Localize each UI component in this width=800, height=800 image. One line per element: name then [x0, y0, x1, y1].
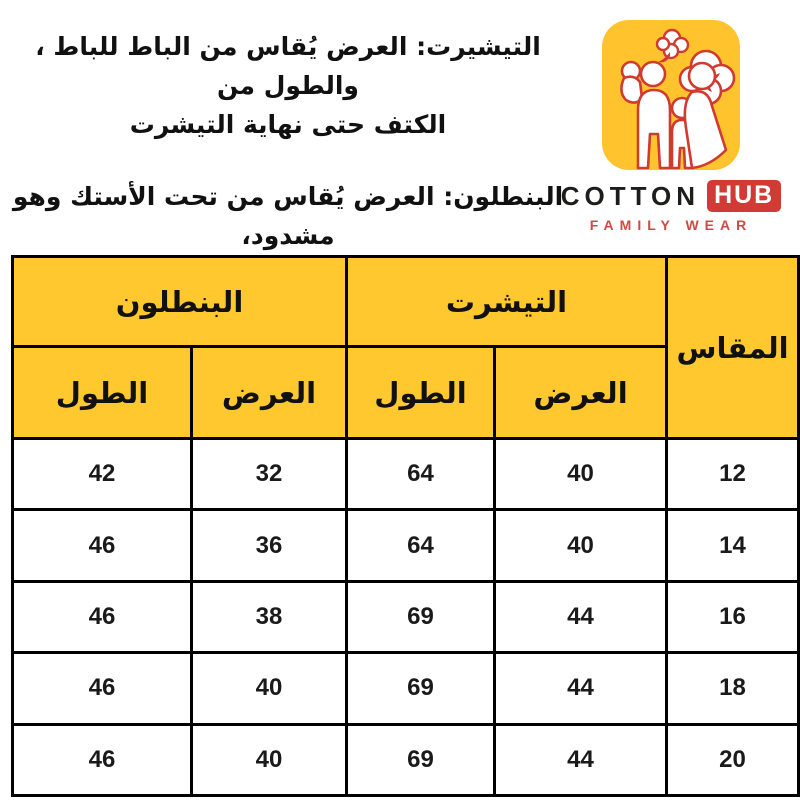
header-size: المقاس — [667, 257, 799, 439]
header-tshirt-width: العرض — [495, 347, 667, 439]
size-cell: 16 — [667, 581, 799, 652]
tshirt-width-cell: 40 — [495, 439, 667, 510]
brand-name-text: COTTON — [560, 180, 701, 211]
header-tshirt-group: التيشرت — [347, 257, 667, 347]
pants-length-cell: 42 — [13, 439, 192, 510]
tshirt-length-cell: 69 — [347, 724, 495, 795]
cotton-family-icon — [600, 18, 742, 172]
pants-width-cell: 36 — [192, 510, 347, 581]
tshirt-width-cell: 40 — [495, 510, 667, 581]
size-cell: 12 — [667, 439, 799, 510]
header-pants-length: الطول — [13, 347, 192, 439]
table-row — [13, 724, 799, 795]
tshirt-length-cell: 64 — [347, 510, 495, 581]
tshirt-length-cell: 69 — [347, 581, 495, 652]
header-tshirt-length: الطول — [347, 347, 495, 439]
pants-length-cell: 46 — [13, 724, 192, 795]
tshirt-measurement-note — [8, 28, 568, 144]
table-row — [13, 581, 799, 652]
pants-width-cell: 40 — [192, 724, 347, 795]
tshirt-length-cell: 69 — [347, 653, 495, 724]
cotton-hub-logo — [560, 18, 775, 233]
brand-tagline: FAMILY WEAR — [589, 217, 753, 233]
table-row — [13, 439, 799, 510]
tshirt-note-line1: التيشيرت: العرض يُقاس من الباط للباط ، والطول من — [35, 32, 541, 100]
pants-length-cell: 46 — [13, 510, 192, 581]
pants-length-cell: 46 — [13, 581, 192, 652]
tshirt-length-cell: 64 — [347, 439, 495, 510]
size-cell: 20 — [667, 724, 799, 795]
tshirt-note-line2: الكتف حتى نهاية التيشرت — [129, 109, 447, 139]
brand-wordmark — [560, 180, 775, 212]
size-cell: 18 — [667, 653, 799, 724]
tshirt-width-cell: 44 — [495, 581, 667, 652]
pants-width-cell: 40 — [192, 653, 347, 724]
brand-badge: HUB — [707, 180, 781, 212]
tshirt-width-cell: 44 — [495, 724, 667, 795]
pants-width-cell: 38 — [192, 581, 347, 652]
size-chart-table — [11, 255, 800, 797]
tshirt-width-cell: 44 — [495, 653, 667, 724]
pants-note-line1: البنطلون: العرض يُقاس من تحت الأستك وهو مشدود، — [12, 182, 564, 250]
size-cell: 14 — [667, 510, 799, 581]
pants-width-cell: 32 — [192, 439, 347, 510]
header-pants-width: العرض — [192, 347, 347, 439]
pants-length-cell: 46 — [13, 653, 192, 724]
header-pants-group: البنطلون — [13, 257, 347, 347]
table-row — [13, 510, 799, 581]
table-row — [13, 653, 799, 724]
